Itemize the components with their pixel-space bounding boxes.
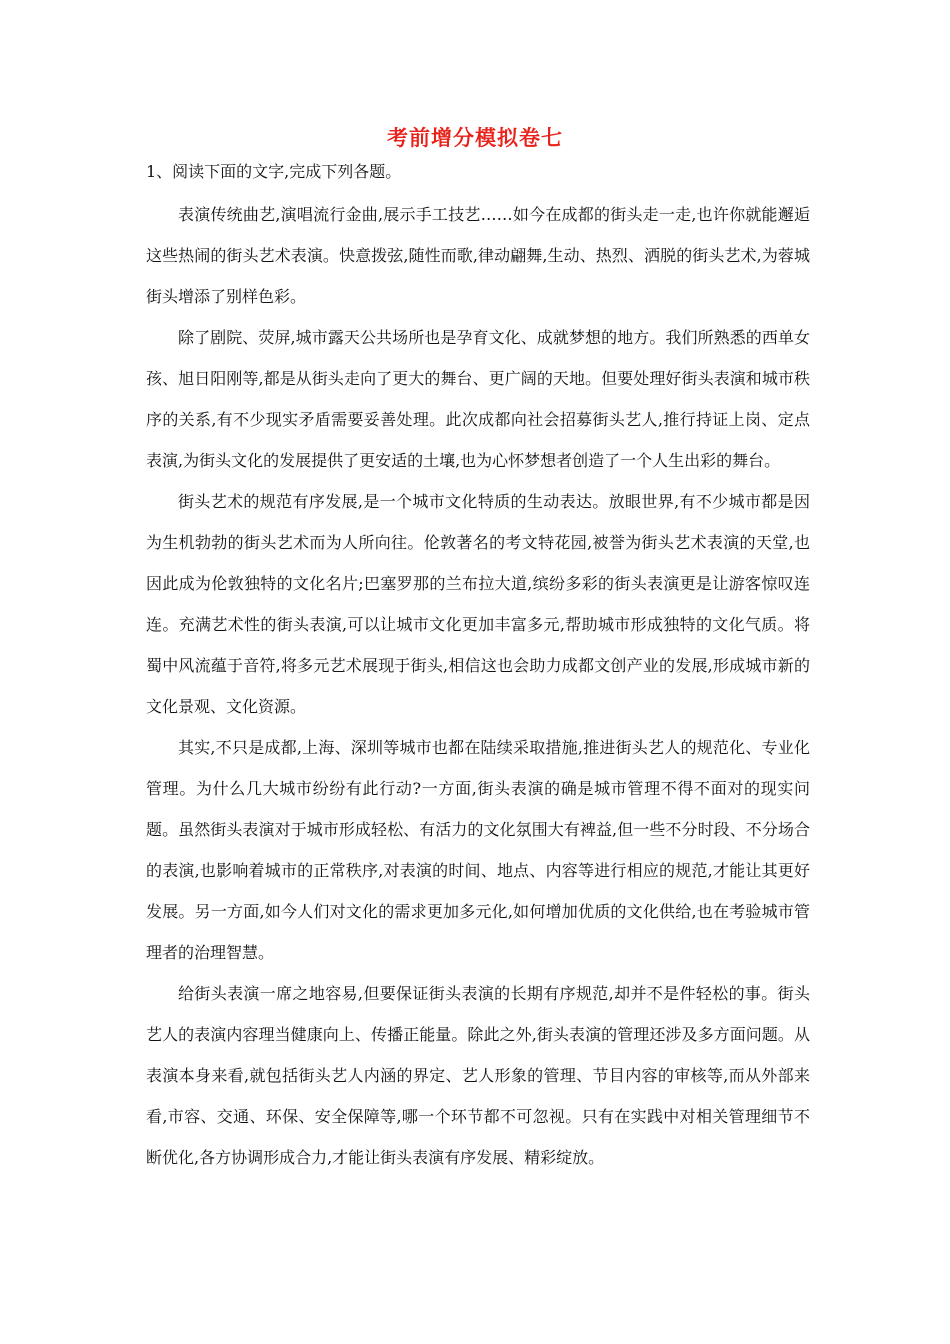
passage-paragraph: 给街头表演一席之地容易,但要保证街头表演的长期有序规范,却并不是件轻松的事。街头艺人的表演内容理当健康向上、传播正能量。除此之外,街头表演的管理还涉及多方面问题。从表演本身来看,就包括街头艺人内涵的界定、艺人形象的管理、节目内容的审核等,而从外部来看,市容、交通、环保、安全保障等,哪一个环节都不可忽视。只有在实践中对相关管理细节不断优化,各方协调形成合力,才能让街头表演有序发展、精彩绽放。 [146,984,810,1167]
passage-paragraph: 其实,不只是成都,上海、深圳等城市也都在陆续采取措施,推进街头艺人的规范化、专业化管理。为什么几大城市纷纷有此行动?一方面,街头表演的确是城市管理不得不面对的现实问题。虽然街头表演对于城市形成轻松、有活力的文化氛围大有裨益,但一些不分时段、不分场合的表演,也影响着城市的正常秩序,对表演的时间、地点、内容等进行相应的规范,才能让其更好发展。另一方面,如今人们对文化的需求更加多元化,如何增加优质的文化供给,也在考验城市管理者的治理智慧。 [146,738,810,962]
passage-paragraph: 街头艺术的规范有序发展,是一个城市文化特质的生动表达。放眼世界,有不少城市都是因为生机勃勃的街头艺术而为人所向往。伦敦著名的考文特花园,被誉为街头艺术表演的天堂,也因此成为伦敦独特的文化名片;巴塞罗那的兰布拉大道,缤纷多彩的街头表演更是让游客惊叹连连。充满艺术性的街头表演,可以让城市文化更加丰富多元,帮助城市形成独特的文化气质。将蜀中风流蕴于音符,将多元艺术展现于街头,相信这也会助力成都文创产业的发展,形成城市新的文化景观、文化资源。 [146,492,810,716]
reading-passage [146,194,810,1178]
question-prompt: 1、阅读下面的文字,完成下列各题。 [146,162,402,181]
passage-paragraph: 除了剧院、荧屏,城市露天公共场所也是孕育文化、成就梦想的地方。我们所熟悉的西单女孩、旭日阳刚等,都是从街头走向了更大的舞台、更广阔的天地。但要处理好街头表演和城市秩序的关系,有不少现实矛盾需要妥善处理。此次成都向社会招募街头艺人,推行持证上岗、定点表演,为街头文化的发展提供了更安适的土壤,也为心怀梦想者创造了一个人生出彩的舞台。 [146,328,810,470]
passage-paragraph: 表演传统曲艺,演唱流行金曲,展示手工技艺……如今在成都的街头走一走,也许你就能邂逅这些热闹的街头艺术表演。快意拨弦,随性而歌,律动翩舞,生动、热烈、洒脱的街头艺术,为蓉城街头增添了别样色彩。 [146,205,810,306]
document-title: 考前增分模拟卷七 [387,125,563,150]
